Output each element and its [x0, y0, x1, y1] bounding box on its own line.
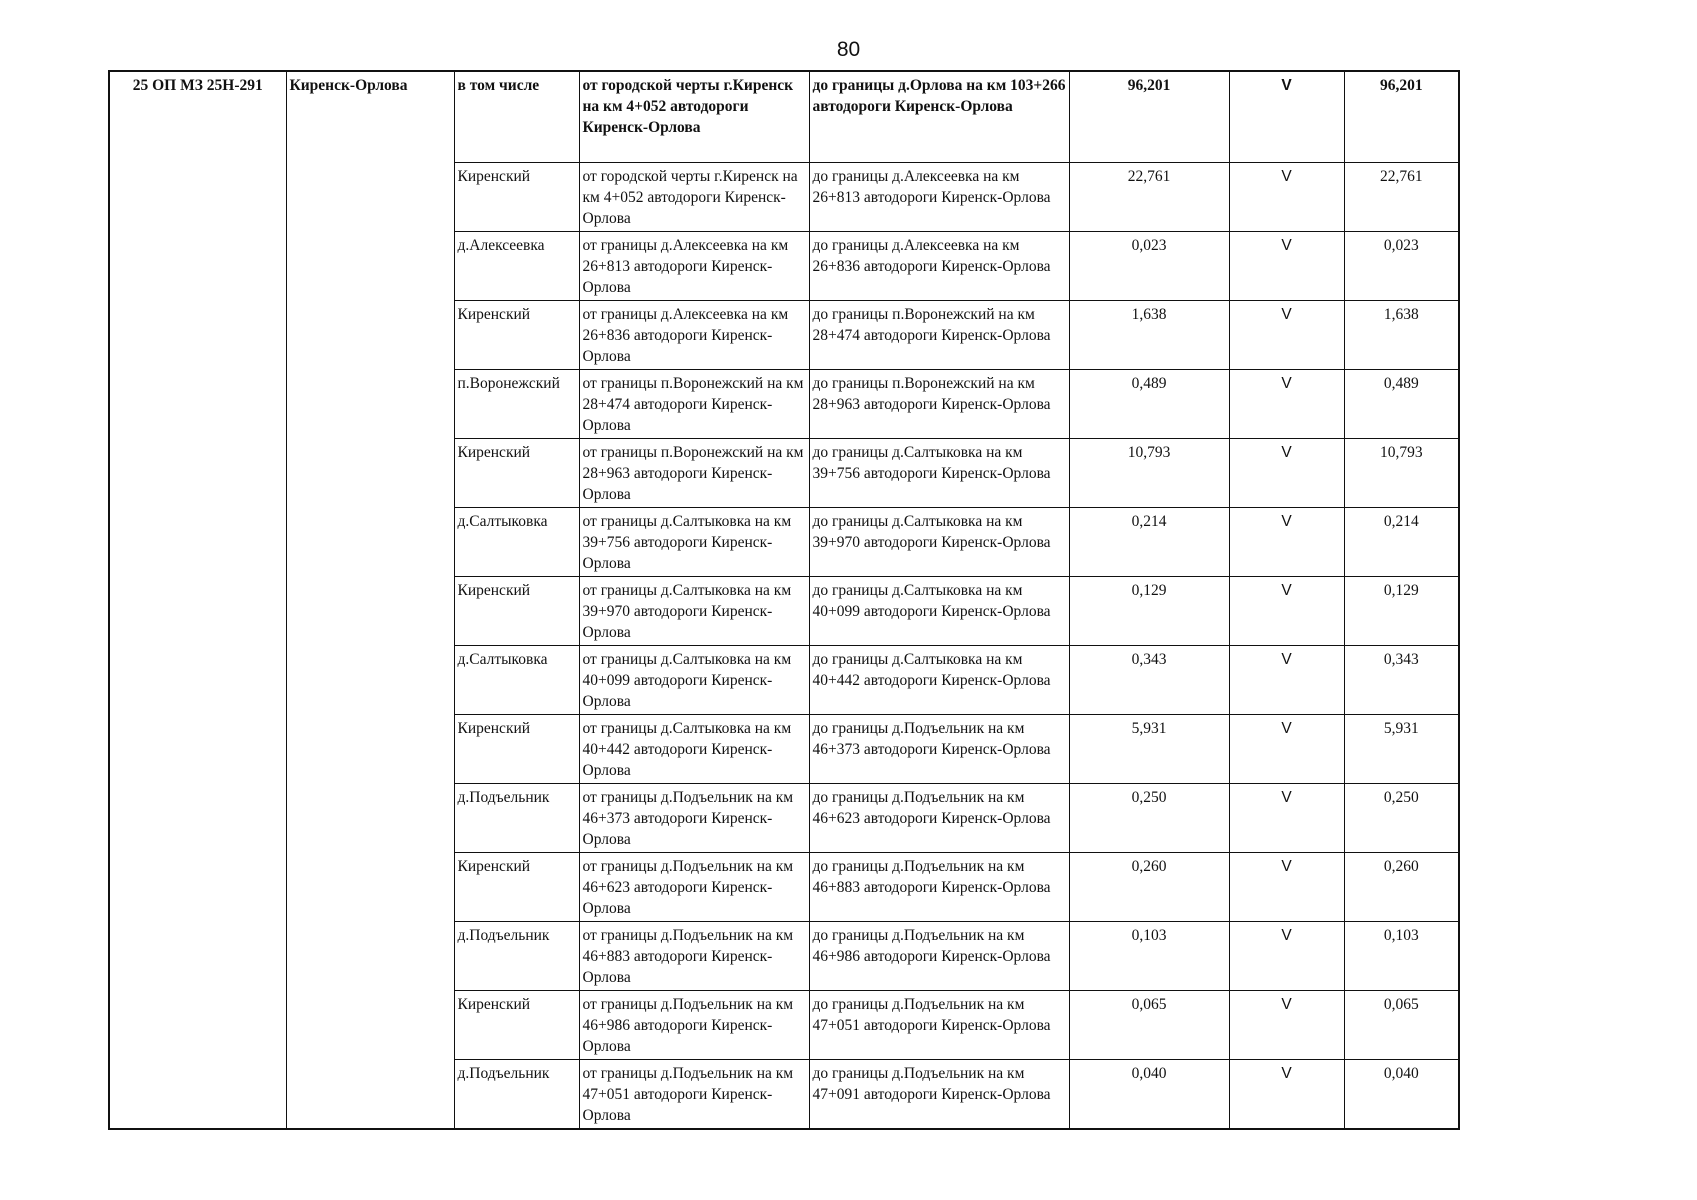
length-cell: 0,129	[1069, 576, 1229, 645]
length-cell: 0,343	[1069, 645, 1229, 714]
total-cell: 1,638	[1344, 300, 1459, 369]
from-cell: от границы д.Салтыковка на км 39+756 автодороги Киренск-Орлова	[579, 507, 809, 576]
total-cell: 5,931	[1344, 714, 1459, 783]
to-cell: до границы д.Подъельник на км 46+623 автодороги Киренск-Орлова	[809, 783, 1069, 852]
length-cell: 0,065	[1069, 990, 1229, 1059]
table-row	[109, 71, 1459, 162]
length-cell: 0,489	[1069, 369, 1229, 438]
category-cell: V	[1229, 990, 1344, 1059]
total-cell: 0,343	[1344, 645, 1459, 714]
segment-cell: Киренский	[454, 714, 579, 783]
segment-cell: д.Салтыковка	[454, 645, 579, 714]
total-cell: 22,761	[1344, 162, 1459, 231]
segment-cell: д.Алексеевка	[454, 231, 579, 300]
from-cell: от городской черты г.Киренск на км 4+052 автодороги Киренск-Орлова	[579, 71, 809, 162]
segment-cell: Киренский	[454, 300, 579, 369]
to-cell: до границы д.Подъельник на км 46+986 автодороги Киренск-Орлова	[809, 921, 1069, 990]
road-name-cell: Киренск-Орлова	[286, 71, 454, 1129]
road-segments-table	[108, 70, 1460, 1130]
from-cell: от границы д.Подъельник на км 47+051 автодороги Киренск-Орлова	[579, 1059, 809, 1129]
category-cell: V	[1229, 714, 1344, 783]
to-cell: до границы д.Орлова на км 103+266 автодороги Киренск-Орлова	[809, 71, 1069, 162]
from-cell: от границы д.Салтыковка на км 40+442 автодороги Киренск-Орлова	[579, 714, 809, 783]
segment-cell: Киренский	[454, 576, 579, 645]
to-cell: до границы д.Подъельник на км 47+051 автодороги Киренск-Орлова	[809, 990, 1069, 1059]
road-code-cell: 25 ОП МЗ 25Н-291	[109, 71, 286, 1129]
from-cell: от границы д.Салтыковка на км 40+099 автодороги Киренск-Орлова	[579, 645, 809, 714]
segment-cell: Киренский	[454, 162, 579, 231]
length-cell: 22,761	[1069, 162, 1229, 231]
length-cell: 0,040	[1069, 1059, 1229, 1129]
category-cell: V	[1229, 438, 1344, 507]
category-cell: V	[1229, 71, 1344, 162]
to-cell: до границы п.Воронежский на км 28+963 автодороги Киренск-Орлова	[809, 369, 1069, 438]
total-cell: 0,489	[1344, 369, 1459, 438]
length-cell: 10,793	[1069, 438, 1229, 507]
from-cell: от границы п.Воронежский на км 28+963 автодороги Киренск-Орлова	[579, 438, 809, 507]
total-cell: 96,201	[1344, 71, 1459, 162]
total-cell: 0,065	[1344, 990, 1459, 1059]
length-cell: 0,260	[1069, 852, 1229, 921]
category-cell: V	[1229, 645, 1344, 714]
segment-cell: Киренский	[454, 852, 579, 921]
category-cell: V	[1229, 921, 1344, 990]
from-cell: от границы д.Подъельник на км 46+623 автодороги Киренск-Орлова	[579, 852, 809, 921]
category-cell: V	[1229, 369, 1344, 438]
length-cell: 0,214	[1069, 507, 1229, 576]
total-cell: 0,129	[1344, 576, 1459, 645]
category-cell: V	[1229, 300, 1344, 369]
segment-cell: в том числе	[454, 71, 579, 162]
page-number: 80	[836, 38, 861, 61]
total-cell: 0,023	[1344, 231, 1459, 300]
from-cell: от городской черты г.Киренск на км 4+052 автодороги Киренск-Орлова	[579, 162, 809, 231]
to-cell: до границы п.Воронежский на км 28+474 автодороги Киренск-Орлова	[809, 300, 1069, 369]
table-body	[109, 71, 1459, 1129]
length-cell: 0,250	[1069, 783, 1229, 852]
segment-cell: д.Подъельник	[454, 1059, 579, 1129]
total-cell: 0,214	[1344, 507, 1459, 576]
category-cell: V	[1229, 783, 1344, 852]
length-cell: 0,023	[1069, 231, 1229, 300]
from-cell: от границы д.Салтыковка на км 39+970 автодороги Киренск-Орлова	[579, 576, 809, 645]
total-cell: 0,040	[1344, 1059, 1459, 1129]
length-cell: 5,931	[1069, 714, 1229, 783]
from-cell: от границы д.Подъельник на км 46+373 автодороги Киренск-Орлова	[579, 783, 809, 852]
total-cell: 0,260	[1344, 852, 1459, 921]
category-cell: V	[1229, 231, 1344, 300]
to-cell: до границы д.Подъельник на км 46+883 автодороги Киренск-Орлова	[809, 852, 1069, 921]
segment-cell: Киренский	[454, 990, 579, 1059]
to-cell: до границы д.Подъельник на км 46+373 автодороги Киренск-Орлова	[809, 714, 1069, 783]
to-cell: до границы д.Салтыковка на км 39+756 автодороги Киренск-Орлова	[809, 438, 1069, 507]
from-cell: от границы д.Алексеевка на км 26+836 автодороги Киренск-Орлова	[579, 300, 809, 369]
to-cell: до границы д.Салтыковка на км 40+099 автодороги Киренск-Орлова	[809, 576, 1069, 645]
total-cell: 0,103	[1344, 921, 1459, 990]
from-cell: от границы д.Алексеевка на км 26+813 автодороги Киренск-Орлова	[579, 231, 809, 300]
segment-cell: д.Подъельник	[454, 921, 579, 990]
category-cell: V	[1229, 852, 1344, 921]
category-cell: V	[1229, 576, 1344, 645]
to-cell: до границы д.Подъельник на км 47+091 автодороги Киренск-Орлова	[809, 1059, 1069, 1129]
total-cell: 10,793	[1344, 438, 1459, 507]
to-cell: до границы д.Салтыковка на км 39+970 автодороги Киренск-Орлова	[809, 507, 1069, 576]
from-cell: от границы д.Подъельник на км 46+883 автодороги Киренск-Орлова	[579, 921, 809, 990]
to-cell: до границы д.Алексеевка на км 26+836 автодороги Киренск-Орлова	[809, 231, 1069, 300]
category-cell: V	[1229, 1059, 1344, 1129]
length-cell: 0,103	[1069, 921, 1229, 990]
to-cell: до границы д.Алексеевка на км 26+813 автодороги Киренск-Орлова	[809, 162, 1069, 231]
total-cell: 0,250	[1344, 783, 1459, 852]
category-cell: V	[1229, 507, 1344, 576]
length-cell: 96,201	[1069, 71, 1229, 162]
segment-cell: п.Воронежский	[454, 369, 579, 438]
to-cell: до границы д.Салтыковка на км 40+442 автодороги Киренск-Орлова	[809, 645, 1069, 714]
from-cell: от границы д.Подъельник на км 46+986 автодороги Киренск-Орлова	[579, 990, 809, 1059]
length-cell: 1,638	[1069, 300, 1229, 369]
category-cell: V	[1229, 162, 1344, 231]
segment-cell: д.Салтыковка	[454, 507, 579, 576]
segment-cell: д.Подъельник	[454, 783, 579, 852]
from-cell: от границы п.Воронежский на км 28+474 автодороги Киренск-Орлова	[579, 369, 809, 438]
segment-cell: Киренский	[454, 438, 579, 507]
